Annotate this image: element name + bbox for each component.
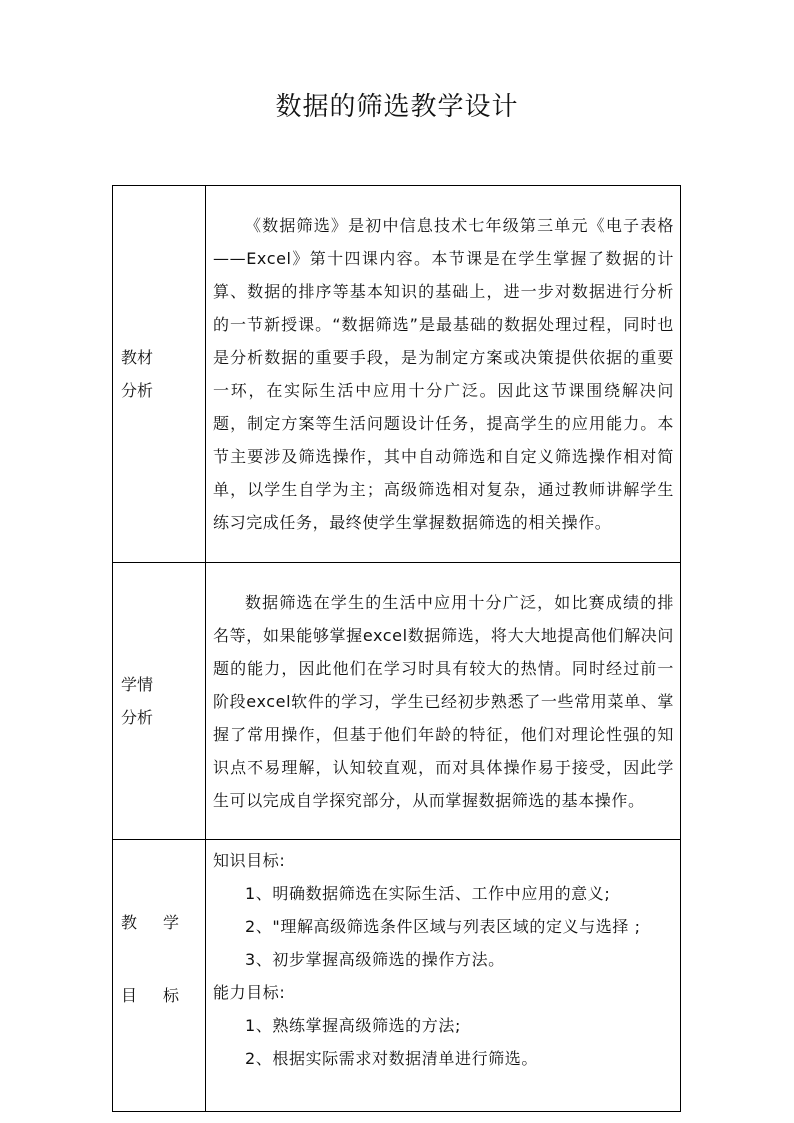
label-char: 标 <box>162 985 179 1005</box>
knowledge-objectives-heading: 知识目标: <box>213 851 286 870</box>
label-line: 教材 <box>121 348 154 367</box>
label-char: 教 <box>121 912 138 932</box>
list-item: 1、熟练掌握高级筛选的方法; <box>245 1016 461 1035</box>
label-line <box>121 906 179 939</box>
textbook-analysis-content <box>206 186 681 563</box>
label-line: 分析 <box>121 708 154 727</box>
label-char: 学 <box>162 912 179 932</box>
list-item: 3、初步掌握高级筛选的操作方法。 <box>245 950 505 969</box>
label-char: 目 <box>121 985 138 1005</box>
student-analysis-text: 数据筛选在学生的生活中应用十分广泛，如比赛成绩的排名等，如果能够掌握excel数据筛选，将大大地提高他们解决问题的能力，因此他们在学习时具有较大的热情。同时经过前一阶段excel软件的学习，学生已经初步熟悉了一些常用菜单、掌握了常用操作，但基于他们年龄的特征，他们对理论性强的知识点不易理解，认知较直观，而对具体操作易于接受，因此学生可以完成自学探究部分，从而掌握数据筛选的基本操作。 <box>213 592 674 810</box>
list-item: 2、"理解高级筛选条件区域与列表区域的定义与选择 ; <box>245 917 641 936</box>
table-row-textbook-analysis <box>113 186 681 563</box>
row-label-textbook-analysis <box>113 186 206 563</box>
page-title: 数据的筛选教学设计 <box>275 92 519 122</box>
table-row-student-analysis <box>113 563 681 840</box>
list-item: 1、明确数据筛选在实际生活、工作中应用的意义; <box>245 884 611 903</box>
row-label-student-analysis <box>113 563 206 840</box>
table-row-teaching-objectives <box>113 840 681 1112</box>
teaching-objectives-content <box>206 840 681 1112</box>
student-analysis-content <box>206 563 681 840</box>
label-line: 分析 <box>121 381 154 400</box>
list-item: 2、根据实际需求对数据清单进行筛选。 <box>245 1049 538 1068</box>
label-line: 学情 <box>121 675 154 694</box>
row-label-teaching-objectives <box>113 840 206 1112</box>
label-line <box>121 979 179 1012</box>
ability-objectives-heading: 能力目标: <box>213 983 286 1002</box>
textbook-analysis-text: 《数据筛选》是初中信息技术七年级第三单元《电子表格——Excel》第十四课内容。本节课是在学生掌握了数据的计算、数据的排序等基本知识的基础上，进一步对数据进行分析的一节新授课。“数据筛选”是最基础的数据处理过程，同时也是分析数据的重要手段，是为制定方案或决策提供依据的重要一环，在实际生活中应用十分广泛。因此这节课围绕解决问题，制定方案等生活问题设计任务，提高学生的应用能力。本节主要涉及筛选操作，其中自动筛选和自定义筛选操作相对简单，以学生自学为主；高级筛选相对复杂，通过教师讲解学生练习完成任务，最终使学生掌握数据筛选的相关操作。 <box>213 216 674 532</box>
lesson-plan-table <box>112 185 681 1112</box>
